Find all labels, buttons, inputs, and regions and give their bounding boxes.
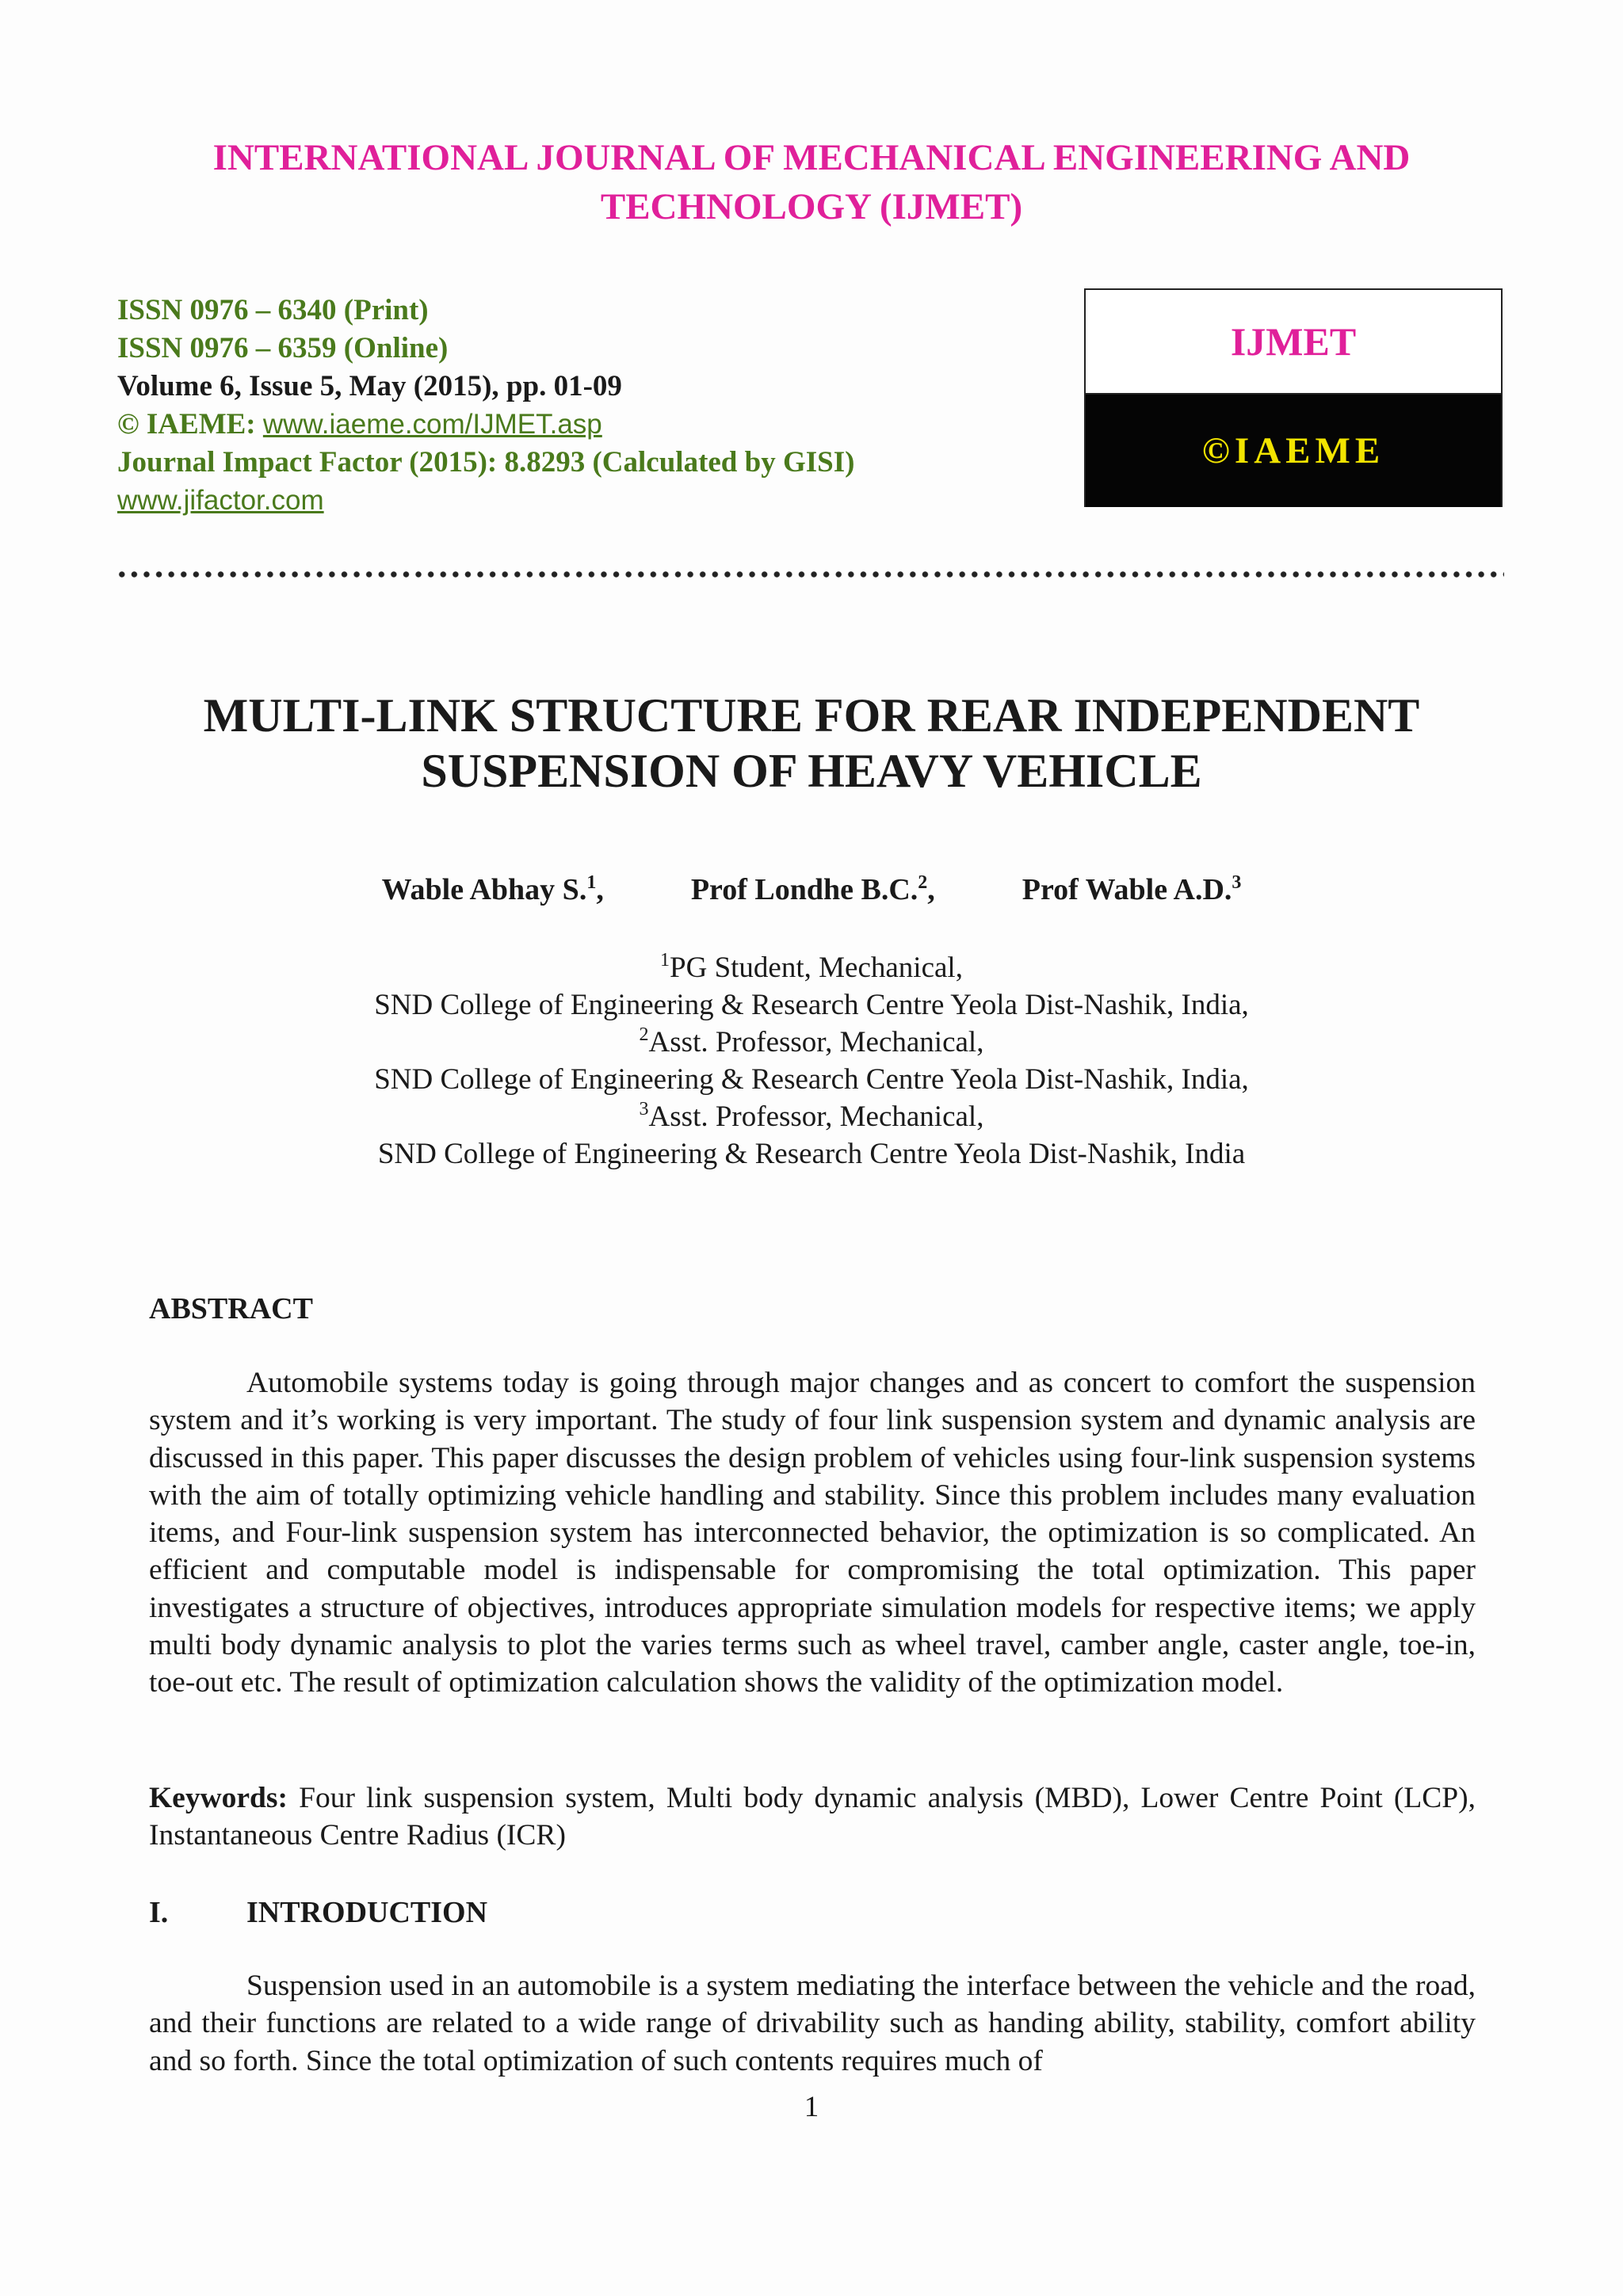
journal-title-line2: TECHNOLOGY (IJMET)	[600, 186, 1023, 227]
issn-online: ISSN 0976 – 6359 (Online)	[117, 332, 449, 364]
affiliation-1-institution: SND College of Engineering & Research Centre Yeola Dist-Nashik, India,	[374, 989, 1249, 1021]
affiliation-3-role: $^3$Asst. Professor, Mechanical,	[639, 1099, 984, 1133]
section-title: INTRODUCTION	[246, 1896, 488, 1929]
affiliation-1-role: $^1$PG Student, Mechanical,	[660, 950, 963, 984]
abstract-heading: ABSTRACT	[149, 1292, 313, 1325]
copyright-label: © IAEME:	[117, 408, 263, 441]
affiliations	[0, 949, 1623, 1173]
keywords	[149, 1779, 1476, 1855]
author-3: Prof Wable A.D.$^3$	[1022, 872, 1242, 906]
paper-title-line2: SUSPENSION OF HEAVY VEHICLE	[421, 745, 1202, 797]
author-list	[0, 870, 1623, 910]
jifactor-line	[117, 482, 1068, 520]
keywords-text: Four link suspension system, Multi body dynamic analysis (MBD), Lower Centre Point (LCP), Instantaneous Centre Radius (ICR)	[149, 1782, 1476, 1852]
jifactor-link[interactable]: www.jifactor.com	[117, 485, 324, 516]
iaeme-link[interactable]: www.iaeme.com/IJMET.asp	[262, 409, 602, 440]
paper-title	[95, 688, 1528, 799]
volume-info: Volume 6, Issue 5, May (2015), pp. 01-09	[117, 370, 622, 402]
journal-logo	[1084, 288, 1503, 507]
affiliation-2-role: $^2$Asst. Professor, Mechanical,	[639, 1024, 984, 1058]
copyright-line	[117, 406, 1068, 444]
abstract-text: Automobile systems today is going through major changes and as concert to comfort the suspension system and it’s working is very important. The study of four link suspension system and dynamic analysis are discussed in this paper. This paper discusses the design problem of vehicles using four-link suspension systems with the aim of totally optimizing vehicle handling and stability. Since this problem includes many evaluation items, and Four-link suspension system has interconnected behavior, the optimization is so complicated. An efficient and computable model is indispensable for compromising the total optimization. This paper investigates a structure of objectives, introduces appropriate simulation models for respective items; we apply multi body dynamic analysis to plot the varies terms such as wheel travel, camber angle, caster angle, toe-in, toe-out etc. The result of optimization calculation shows the validity of the optimization model.	[149, 1367, 1476, 1699]
introduction-heading	[149, 1894, 783, 1932]
journal-title-line1: INTERNATIONAL JOURNAL OF MECHANICAL ENGINEERING AND	[212, 137, 1411, 178]
logo-iaeme: ©IAEME	[1086, 395, 1501, 507]
keywords-label: Keywords:	[149, 1782, 288, 1814]
issn-print: ISSN 0976 – 6340 (Print)	[117, 294, 429, 326]
logo-ijmet: IJMET	[1086, 290, 1501, 395]
publication-meta	[117, 292, 1068, 520]
impact-factor: Journal Impact Factor (2015): 8.8293 (Calculated by GISI)	[117, 446, 855, 479]
author-1: Wable Abhay S.$^1$,	[381, 872, 604, 906]
page-number: 1	[804, 2091, 819, 2123]
affiliation-3-institution: SND College of Engineering & Research Centre Yeola Dist-Nashik, India	[377, 1138, 1246, 1170]
affiliation-2-institution: SND College of Engineering & Research Centre Yeola Dist-Nashik, India,	[374, 1063, 1249, 1096]
dotted-divider	[116, 569, 1504, 580]
section-number: I.	[149, 1896, 169, 1929]
journal-title	[79, 133, 1544, 231]
paper-title-line1: MULTI-LINK STRUCTURE FOR REAR INDEPENDENT	[203, 689, 1420, 742]
author-2: Prof Londhe B.C.$^2$,	[690, 872, 935, 906]
introduction-text: Suspension used in an automobile is a system mediating the interface between the vehicle and the road, and their functions are related to a wide range of drivability such as handing ability, stability, comfort ability and so forth. Since the total optimization of such contents requires much of	[149, 1970, 1476, 2077]
